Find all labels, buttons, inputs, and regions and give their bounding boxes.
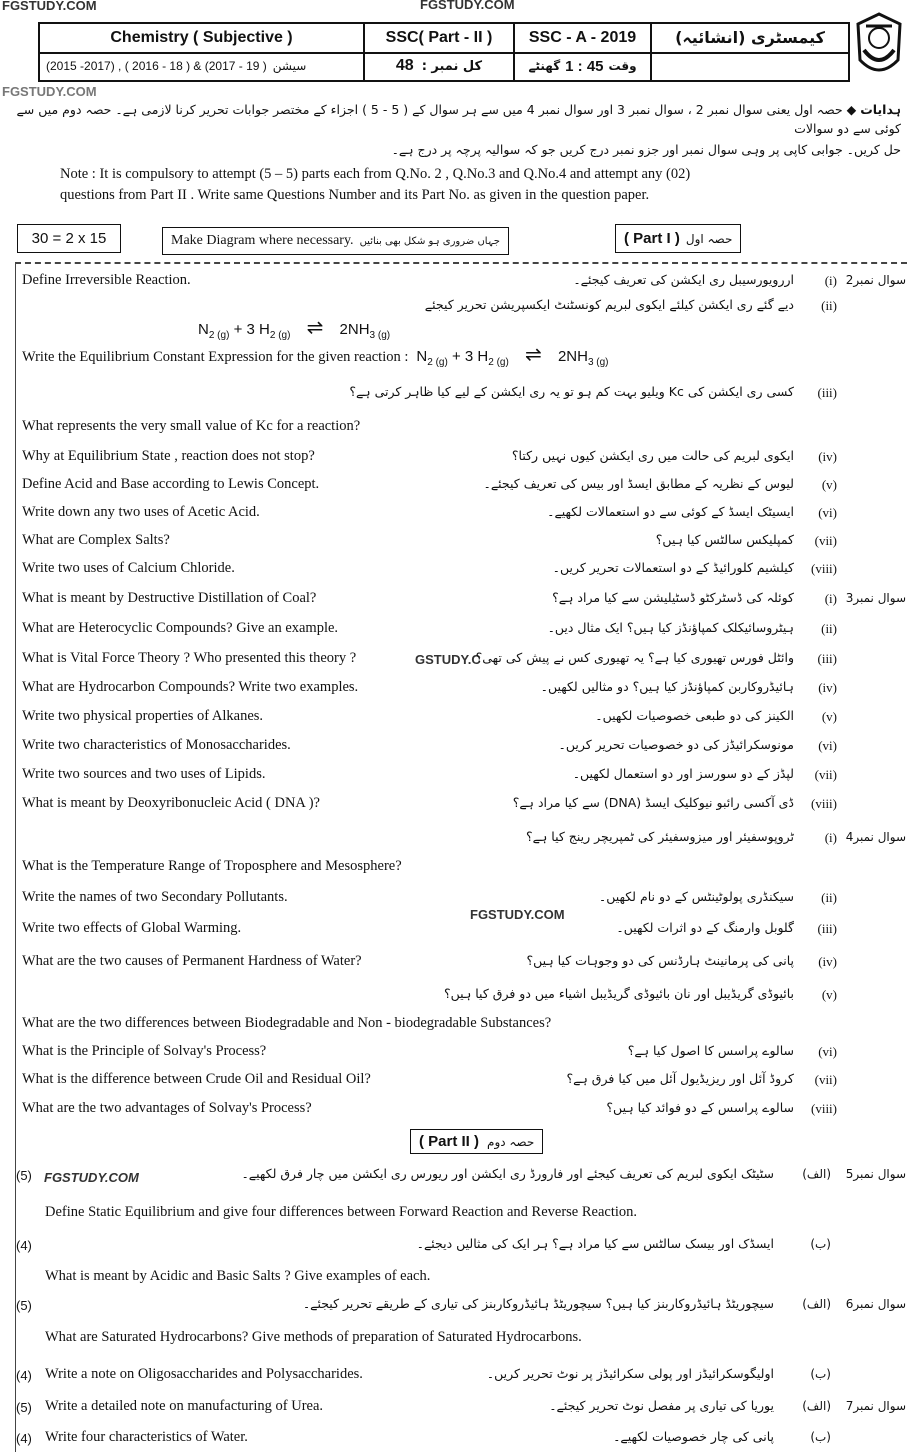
q3-question-en: What is meant by Deoxyribonucleic Acid ( DNA )? [22, 795, 320, 811]
q3-question-ur: الکینز کی دو طبعی خصوصیات لکھیں۔ [595, 708, 794, 723]
equilibrium-arrow-icon: ⇌ [306, 317, 324, 339]
part2-title-box [410, 1129, 543, 1154]
q6-question-en: What are Saturated Hydrocarbons? Give methods of preparation of Saturated Hydrocarbons. [45, 1329, 582, 1345]
q4-question-en: Write two effects of Global Warming. [22, 920, 242, 936]
eq-part: 2 (g) [208, 330, 230, 341]
equation-inline [416, 342, 608, 368]
time-value: 1 : 45 [565, 57, 604, 75]
subject-en: Chemistry ( Subjective ) [40, 24, 365, 52]
equation-display [198, 315, 390, 341]
q4-question-en: What is the difference between Crude Oil and Residual Oil? [22, 1071, 371, 1087]
q4-question-ur: سالوے پراسس کا اصول کیا ہے؟ [627, 1043, 794, 1058]
q2-question-en-row [22, 342, 609, 368]
q3-question-ur: ڈی آکسی رائبو نیوکلیک ایسڈ (DNA) سے کیا مراد ہے؟ [512, 795, 794, 810]
q4-part-number: (vii) [814, 1072, 837, 1087]
q4-part-number: (vi) [818, 1044, 837, 1059]
q3-question-ur: وائٹل فورس تھیوری کیا ہے؟ یہ تھیوری کس نے پیش کی تھی؟ [475, 650, 794, 665]
divider [15, 262, 16, 1452]
watermark: FGSTUDY.COM [2, 84, 97, 99]
q2-question-ur: لیوس کے نظریہ کے مطابق ایسڈ اور بیس کی تعریف کیجئے۔ [483, 476, 794, 491]
q3-question-en: What are Hydrocarbon Compounds? Write two examples. [22, 679, 359, 695]
diagram-note-box [162, 227, 509, 255]
eq-part: 3 (g) [587, 357, 609, 368]
q2-part-number: (ii) [821, 298, 837, 313]
q7-question-ur: پانی کی چار خصوصیات لکھیے۔ [613, 1429, 774, 1444]
q3-question-ur: کوئلہ کی ڈسٹرکٹو ڈسٹیلیشن سے کیا مراد ہے؟ [552, 590, 794, 605]
q2-question-en: Write down any two uses of Acetic Acid. [22, 504, 260, 520]
eq-part: + 3 H [233, 321, 270, 338]
q4-question-ur: سالوے پراسس کے دو فوائد کیا ہیں؟ [606, 1100, 794, 1115]
q4-question-ur: کروڈ آئل اور ریزیڈیول آئل میں کیا فرق ہے؟ [566, 1071, 794, 1086]
q6-question-en: Write a note on Oligosaccharides and Polysaccharides. [45, 1366, 363, 1382]
q4-question-en: What is the Temperature Range of Troposphere and Mesosphere? [22, 858, 402, 874]
q7-marks: (4) [16, 1431, 32, 1446]
q5-question-en: What is meant by Acidic and Basic Salts ? Give examples of each. [45, 1268, 431, 1284]
total-marks-label-ur: کل نمبر : [421, 58, 483, 74]
q2-question-ur: کیلشیم کلورائیڈ کے دو استعمالات تحریر کریں۔ [552, 560, 794, 575]
session-label-ur: سیشن [272, 59, 307, 73]
q2-question-ur: ایکوی لبریم کی حالت میں ری ایکشن کیوں نہیں رکتا؟ [511, 448, 794, 463]
q3-question-en: Write two physical properties of Alkanes. [22, 708, 264, 724]
equilibrium-arrow-icon: ⇌ [525, 344, 542, 366]
q2-part-number: (i) [824, 273, 837, 288]
subject-ur: کیمسٹری (انشائیہ) [675, 27, 825, 47]
diagram-note-ur: جہاں ضروری ہو شکل بھی بنائیں [359, 235, 500, 247]
q3-question-en: Write two characteristics of Monosaccharides. [22, 737, 291, 753]
q6-marks: (5) [16, 1298, 32, 1313]
eq-part: 2 (g) [427, 357, 448, 368]
q3-question-ur: مونوسکرائیڈز کی دو خصوصیات تحریر کریں۔ [558, 737, 794, 752]
total-marks: 48 [395, 57, 414, 74]
q5-marks: (4) [16, 1238, 32, 1253]
session-years: (2015 -2017) , ( 2016 - 18 ) & (2017 - 19 ) [46, 59, 267, 73]
session-cell [40, 52, 365, 80]
part1-title-box [615, 224, 741, 253]
q5-part-number: (الف) [802, 1167, 831, 1181]
q6-marks: (4) [16, 1368, 32, 1383]
q3-part-number: (iv) [818, 680, 837, 695]
q7-question-en: Write a detailed note on manufacturing of Urea. [45, 1398, 324, 1414]
q7-question-en: Write four characteristics of Water. [45, 1429, 248, 1445]
q4-question-ur: بائیوڈی گریڈیبل اور نان بائیوڈی گریڈیبل اشیاء میں دو فرق کیا ہیں؟ [444, 986, 794, 1001]
q4-question-en: What are the two causes of Permanent Hardness of Water? [22, 953, 362, 969]
part2-title-ur: حصہ دوم [487, 1134, 535, 1149]
eq-part: 2NH [557, 348, 588, 365]
q3-question-ur: لپڈز کے دو سورسز اور دو استعمال لکھیں۔ [572, 766, 794, 781]
q7-question-ur: یوریا کی تیاری پر مفصل نوٹ تحریر کیجئے۔ [549, 1398, 774, 1413]
q4-part-number: (i) [824, 830, 837, 845]
eq-part: 3 (g) [369, 330, 391, 341]
time-label-ur: وقت [608, 59, 637, 73]
q5-question-ur: سٹیٹک ایکوی لبریم کی تعریف کیجئے اور فارورڈ ری ایکشن اور ریورس ری ایکشن میں چار فرق لکھیے۔ [241, 1166, 774, 1181]
q3-part-number: (iii) [817, 651, 837, 666]
q4-part-number: (viii) [811, 1101, 837, 1116]
part1-title-ur: حصہ اول [685, 231, 733, 246]
q3-part-number: (viii) [811, 796, 837, 811]
eq-part: N [198, 321, 209, 338]
q6-part-number: (الف) [802, 1297, 831, 1311]
q2-question-ur: ایسیٹک ایسڈ کے کوئی سے دو استعمالات لکھیے۔ [547, 504, 794, 519]
q2-question-en: Why at Equilibrium State , reaction does not stop? [22, 448, 315, 464]
q3-question-ur: ہیٹروسائیکلک کمپاؤنڈز کیا ہیں؟ ایک مثال دیں۔ [547, 620, 794, 635]
diagram-note-en: Make Diagram where necessary. [171, 233, 354, 248]
q3-question-en: What is Vital Force Theory ? Who presented this theory ? [22, 650, 357, 666]
q3-label: سوال نمبر3 [845, 591, 906, 605]
q4-question-en: What are the two advantages of Solvay's Process? [22, 1100, 312, 1116]
instructions-text: حصہ اول یعنی سوال نمبر 2 ، سوال نمبر 3 اور سوال نمبر 4 میں سے ہر سوال کے ( 5 - 5 ) اجزاء کے مختصر جوابات تحریر کرنا لازمی ہے۔ حصہ دوم میں سے کوئی سے دو سوالات [16, 102, 901, 136]
q7-label: سوال نمبر7 [845, 1399, 906, 1413]
q2-question-ur: دیے گئے ری ایکشن کیلئے ایکوی لبریم کونسٹنٹ ایکسپریشن تحریر کیجئے [424, 297, 794, 312]
q7-marks: (5) [16, 1400, 32, 1415]
q5-part-number: (ب) [810, 1237, 831, 1251]
q2-question-en: What represents the very small value of Kc for a reaction? [22, 418, 361, 434]
q6-question-ur: اولیگوسکرائیڈز اور پولی سکرائیڈز پر نوٹ تحریر کریں۔ [486, 1366, 774, 1381]
q2-question-en: What are Complex Salts? [22, 532, 170, 548]
time-unit-ur: گھنٹے [528, 59, 561, 73]
board-logo-icon [852, 10, 906, 82]
q2-part-number: (iv) [818, 449, 837, 464]
q7-part-number: (ب) [810, 1430, 831, 1444]
part1-title-en: ( Part I ) [624, 230, 680, 247]
q4-question-en: Write the names of two Secondary Pollutants. [22, 889, 288, 905]
q4-question-ur: پانی کی پرمانینٹ ہارڈنس کی دو وجوہات کیا ہیں؟ [526, 953, 794, 968]
watermark: FGSTUDY.COM [420, 0, 515, 12]
q4-part-number: (iv) [818, 954, 837, 969]
class-label: SSC( Part - II ) [365, 24, 515, 52]
q7-part-number: (الف) [802, 1399, 831, 1413]
watermark: FGSTUDY.COM [2, 0, 97, 13]
exam-label: SSC - A - 2019 [515, 24, 652, 52]
q5-label: سوال نمبر5 [845, 1167, 906, 1181]
q5-question-en: Define Static Equilibrium and give four differences between Forward Reaction and Reverse Reaction. [45, 1204, 638, 1220]
q3-part-number: (vii) [814, 767, 837, 782]
q2-label: سوال نمبر2 [845, 273, 906, 287]
q4-part-number: (iii) [817, 921, 837, 936]
watermark: GSTUDY.C [415, 652, 481, 667]
instructions-label: ہدایات [860, 102, 901, 117]
q6-question-ur: سیچوریٹڈ ہائیڈروکاربنز کیا ہیں؟ سیچوریٹڈ ہائیڈروکاربنز کی تیاری کے طریقے تحریر کیجئے۔ [302, 1296, 774, 1311]
q2-part-number: (viii) [811, 561, 837, 576]
eq-part: 2NH [339, 321, 370, 338]
q5-question-ur: ایسڈک اور بیسک سالٹس سے کیا مراد ہے؟ ہر ایک کی مثالیں دیجئے۔ [416, 1236, 774, 1251]
q4-question-en: What are the two differences between Biodegradable and Non - biodegradable Substances? [22, 1015, 552, 1031]
q2-question-en: Define Irreversible Reaction. [22, 272, 191, 288]
q4-question-en: What is the Principle of Solvay's Process? [22, 1043, 267, 1059]
eq-part: 2 (g) [269, 330, 291, 341]
time-cell [515, 52, 652, 80]
eq-part: 2 (g) [488, 357, 509, 368]
q2-part-number: (vi) [818, 505, 837, 520]
q3-part-number: (v) [821, 709, 837, 724]
q2-part-number: (v) [821, 477, 837, 492]
q3-question-en: Write two sources and two uses of Lipids. [22, 766, 266, 782]
part1-marks-box: 30 = 2 x 15 [17, 224, 121, 253]
eq-part: + 3 H [451, 348, 489, 365]
q6-part-number: (ب) [810, 1367, 831, 1381]
q3-part-number: (vi) [818, 738, 837, 753]
q2-question-ur: اررویورسیبل ری ایکشن کی تعریف کیجئے۔ [573, 272, 794, 287]
divider [15, 262, 907, 264]
note-line-1: Note : It is compulsory to attempt (5 – 5) parts each from Q.No. 2 , Q.No.3 and Q.No.4 and attempt any (02) [60, 166, 691, 182]
exam-header-table [38, 22, 850, 82]
q6-label: سوال نمبر6 [845, 1297, 906, 1311]
q4-question-ur: ٹروپوسفیئر اور میزوسفیئر کی ٹمپریچر رینج کیا ہے؟ [526, 829, 794, 844]
q4-question-ur: سیکنڈری پولوٹینٹس کے دو نام لکھیں۔ [598, 889, 794, 904]
instructions-line-1: ہدایات ◆ حصہ اول یعنی سوال نمبر 2 ، سوال نمبر 3 اور سوال نمبر 4 میں سے ہر سوال کے ( 5 - 5 ) اجزاء کے مختصر جوابات تحریر کرنا لازمی ہے۔ حصہ دوم میں سے کوئی سے دو سوالات [16, 102, 901, 136]
q3-question-en: What is meant by Destructive Distillation of Coal? [22, 590, 317, 606]
q2-part-number: (vii) [814, 533, 837, 548]
q4-question-ur: گلوبل وارمنگ کے دو اثرات لکھیں۔ [616, 920, 794, 935]
q3-question-en: What are Heterocyclic Compounds? Give an example. [22, 620, 339, 636]
watermark: FGSTUDY.COM [470, 907, 565, 922]
q4-part-number: (ii) [821, 890, 837, 905]
q2-question-ur: کسی ری ایکشن کی Kc ویلیو بہت کم ہو تو یہ ری ایکشن کے لیے کیا ظاہر کرتی ہے؟ [349, 384, 794, 399]
q2-part-number: (iii) [817, 385, 837, 400]
q2-question-en: Write two uses of Calcium Chloride. [22, 560, 235, 576]
q5-marks: (5) [16, 1168, 32, 1183]
q2-question-en: Define Acid and Base according to Lewis Concept. [22, 476, 320, 492]
q4-part-number: (v) [821, 987, 837, 1002]
watermark: FGSTUDY.COM [44, 1170, 139, 1185]
instructions-line-2: حل کریں۔ جوابی کاپی پر وہی سوال نمبر اور جزو نمبر درج کریں جو کہ سوالیہ پرچہ پر درج ہے۔ [391, 142, 901, 157]
q4-label: سوال نمبر4 [845, 830, 906, 844]
note-line-2: questions from Part II . Write same Questions Number and its Part No. as given in the question paper. [60, 187, 650, 203]
eq-part: N [416, 348, 428, 365]
q3-question-ur: ہائیڈروکاربن کمپاؤنڈز کیا ہیں؟ دو مثالیں لکھیں۔ [540, 679, 794, 694]
q2-question-en: Write the Equilibrium Constant Expression for the given reaction : [22, 349, 409, 365]
part2-title-en: ( Part II ) [419, 1133, 480, 1150]
total-marks-cell [365, 52, 515, 80]
q3-part-number: (ii) [821, 621, 837, 636]
q2-question-ur: کمپلیکس سالٹس کیا ہیں؟ [655, 532, 794, 547]
q3-part-number: (i) [824, 591, 837, 606]
